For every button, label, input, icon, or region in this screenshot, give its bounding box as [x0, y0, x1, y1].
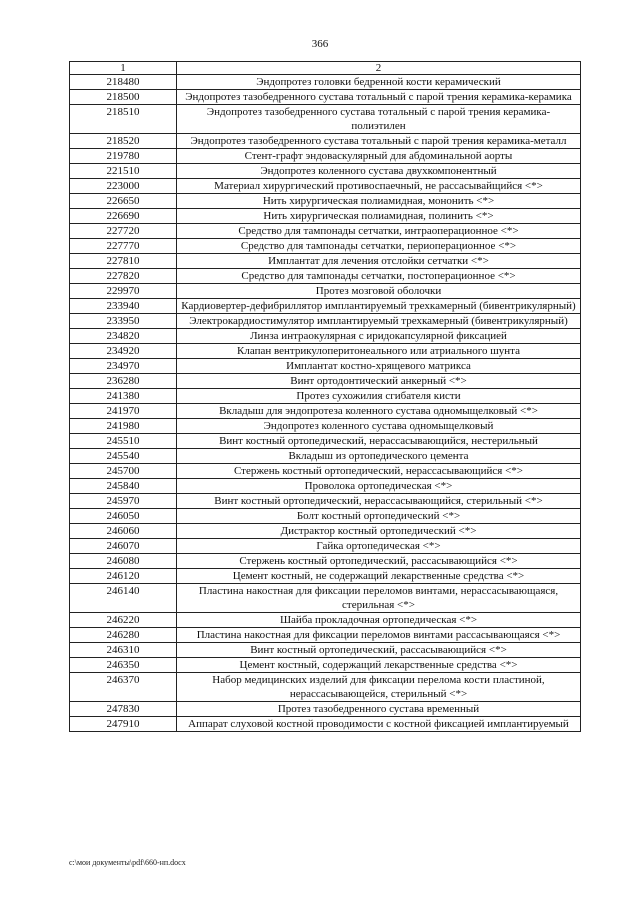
device-code-cell: 218520 [70, 134, 177, 149]
device-name-cell: Эндопротез тазобедренного сустава тотальный с парой трения керамика-керамика [177, 90, 581, 105]
device-name-cell: Аппарат слуховой костной проводимости с костной фиксацией имплантируемый [177, 717, 581, 732]
table-row [70, 359, 581, 374]
device-name-cell: Протез тазобедренного сустава временный [177, 702, 581, 717]
device-code-cell: 234920 [70, 344, 177, 359]
table-row [70, 254, 581, 269]
device-code-cell: 246140 [70, 584, 177, 613]
device-name-cell: Цемент костный, не содержащий лекарственные средства <*> [177, 569, 581, 584]
device-name-cell: Стержень костный ортопедический, нерассасывающийся <*> [177, 464, 581, 479]
device-name-cell: Эндопротез коленного сустава двухкомпонентный [177, 164, 581, 179]
device-name-cell: Эндопротез тазобедренного сустава тотальный с парой трения керамика-полиэтилен [177, 105, 581, 134]
device-code-cell: 246050 [70, 509, 177, 524]
device-name-cell: Винт костный ортопедический, нерассасывающийся, стерильный <*> [177, 494, 581, 509]
device-name-cell: Дистрактор костный ортопедический <*> [177, 524, 581, 539]
table-row [70, 673, 581, 702]
device-code-cell: 247910 [70, 717, 177, 732]
table-body [70, 75, 581, 732]
table-row [70, 449, 581, 464]
table-row [70, 105, 581, 134]
device-name-cell: Средство для тампонады сетчатки, интраоперационное <*> [177, 224, 581, 239]
column-header-code: 1 [70, 62, 177, 75]
device-name-cell: Эндопротез коленного сустава одномыщелковый [177, 419, 581, 434]
device-code-cell: 246310 [70, 643, 177, 658]
table-row [70, 239, 581, 254]
device-code-cell: 246080 [70, 554, 177, 569]
device-code-cell: 219780 [70, 149, 177, 164]
device-code-cell: 234970 [70, 359, 177, 374]
table-row [70, 389, 581, 404]
device-code-cell: 233940 [70, 299, 177, 314]
device-name-cell: Винт ортодонтический анкерный <*> [177, 374, 581, 389]
table-row [70, 554, 581, 569]
device-code-cell: 241380 [70, 389, 177, 404]
device-code-cell: 241970 [70, 404, 177, 419]
device-code-cell: 245540 [70, 449, 177, 464]
device-name-cell: Электрокардиостимулятор имплантируемый трехкамерный (бивентрикулярный) [177, 314, 581, 329]
table-row [70, 209, 581, 224]
device-code-cell: 246060 [70, 524, 177, 539]
device-name-cell: Пластина накостная для фиксации переломов винтами, нерассасывающаяся, стерильная <*> [177, 584, 581, 613]
device-name-cell: Болт костный ортопедический <*> [177, 509, 581, 524]
device-code-cell: 246280 [70, 628, 177, 643]
device-code-cell: 246370 [70, 673, 177, 702]
table-row [70, 224, 581, 239]
device-code-cell: 234820 [70, 329, 177, 344]
table-row [70, 194, 581, 209]
device-code-cell: 227770 [70, 239, 177, 254]
device-name-cell: Протез мозговой оболочки [177, 284, 581, 299]
table-row [70, 329, 581, 344]
device-name-cell: Средство для тампонады сетчатки, периоперационное <*> [177, 239, 581, 254]
table-row [70, 584, 581, 613]
table-header-row [70, 62, 581, 75]
device-name-cell: Цемент костный, содержащий лекарственные средства <*> [177, 658, 581, 673]
table-row [70, 509, 581, 524]
table-row [70, 658, 581, 673]
device-code-cell: 227720 [70, 224, 177, 239]
device-name-cell: Проволока ортопедическая <*> [177, 479, 581, 494]
table-row [70, 419, 581, 434]
table-row [70, 299, 581, 314]
table-row [70, 314, 581, 329]
device-code-cell: 218480 [70, 75, 177, 90]
device-code-cell: 229970 [70, 284, 177, 299]
device-name-cell: Шайба прокладочная ортопедическая <*> [177, 613, 581, 628]
device-name-cell: Имплантат костно-хрящевого матрикса [177, 359, 581, 374]
device-code-cell: 236280 [70, 374, 177, 389]
device-name-cell: Нить хирургическая полиамидная, полинить <*> [177, 209, 581, 224]
table-row [70, 164, 581, 179]
table-row [70, 149, 581, 164]
device-code-cell: 246070 [70, 539, 177, 554]
device-name-cell: Стент-графт эндоваскулярный для абдоминальной аорты [177, 149, 581, 164]
table-row [70, 134, 581, 149]
device-code-cell: 226690 [70, 209, 177, 224]
file-path-footer: c:\мои документы\pdf\660-нп.docx [69, 858, 186, 867]
table-row [70, 524, 581, 539]
table-row [70, 434, 581, 449]
device-name-cell: Средство для тампонады сетчатки, постоперационное <*> [177, 269, 581, 284]
table-row [70, 479, 581, 494]
column-header-name: 2 [177, 62, 581, 75]
device-name-cell: Винт костный ортопедический, нерассасывающийся, нестерильный [177, 434, 581, 449]
table-row [70, 464, 581, 479]
device-name-cell: Пластина накостная для фиксации переломов винтами рассасывающаяся <*> [177, 628, 581, 643]
device-code-cell: 245510 [70, 434, 177, 449]
device-code-cell: 218500 [70, 90, 177, 105]
device-name-cell: Клапан вентрикулоперитонеального или атриального шунта [177, 344, 581, 359]
table-row [70, 75, 581, 90]
device-name-cell: Материал хирургический противоспаечный, не рассасывайщийся <*> [177, 179, 581, 194]
device-code-cell: 233950 [70, 314, 177, 329]
device-name-cell: Эндопротез головки бедренной кости керамический [177, 75, 581, 90]
device-code-cell: 227820 [70, 269, 177, 284]
device-code-cell: 226650 [70, 194, 177, 209]
table-row [70, 628, 581, 643]
table-row [70, 643, 581, 658]
device-name-cell: Винт костный ортопедический, рассасывающийся <*> [177, 643, 581, 658]
table-row [70, 374, 581, 389]
device-code-cell: 241980 [70, 419, 177, 434]
device-code-cell: 245970 [70, 494, 177, 509]
device-name-cell: Эндопротез тазобедренного сустава тотальный с парой трения керамика-металл [177, 134, 581, 149]
device-name-cell: Кардиовертер-дефибриллятор имплантируемый трехкамерный (бивентрикулярный) [177, 299, 581, 314]
device-name-cell: Гайка ортопедическая <*> [177, 539, 581, 554]
device-code-cell: 223000 [70, 179, 177, 194]
device-code-cell: 245840 [70, 479, 177, 494]
device-name-cell: Стержень костный ортопедический, рассасывающийся <*> [177, 554, 581, 569]
device-code-cell: 218510 [70, 105, 177, 134]
table-row [70, 284, 581, 299]
device-name-cell: Вкладыш из ортопедического цемента [177, 449, 581, 464]
table-row [70, 179, 581, 194]
table-row [70, 269, 581, 284]
device-code-cell: 246350 [70, 658, 177, 673]
table-row [70, 344, 581, 359]
device-name-cell: Нить хирургическая полиамидная, мононить <*> [177, 194, 581, 209]
device-name-cell: Вкладыш для эндопротеза коленного сустава одномыщелковый <*> [177, 404, 581, 419]
table-row [70, 613, 581, 628]
table-row [70, 539, 581, 554]
table-row [70, 404, 581, 419]
device-code-cell: 245700 [70, 464, 177, 479]
page-number: 366 [311, 38, 329, 50]
device-name-cell: Имплантат для лечения отслойки сетчатки <*> [177, 254, 581, 269]
table-row [70, 702, 581, 717]
device-code-cell: 246220 [70, 613, 177, 628]
table-row [70, 569, 581, 584]
device-name-cell: Линза интраокулярная с иридокапсулярной фиксацией [177, 329, 581, 344]
device-code-cell: 246120 [70, 569, 177, 584]
table-row [70, 90, 581, 105]
device-code-cell: 221510 [70, 164, 177, 179]
table-row [70, 494, 581, 509]
device-table [69, 61, 581, 732]
device-code-cell: 247830 [70, 702, 177, 717]
device-name-cell: Протез сухожилия сгибателя кисти [177, 389, 581, 404]
device-code-cell: 227810 [70, 254, 177, 269]
device-name-cell: Набор медицинских изделий для фиксации перелома кости пластиной, нерассасывающейся, стерильный <*> [177, 673, 581, 702]
table-row [70, 717, 581, 732]
